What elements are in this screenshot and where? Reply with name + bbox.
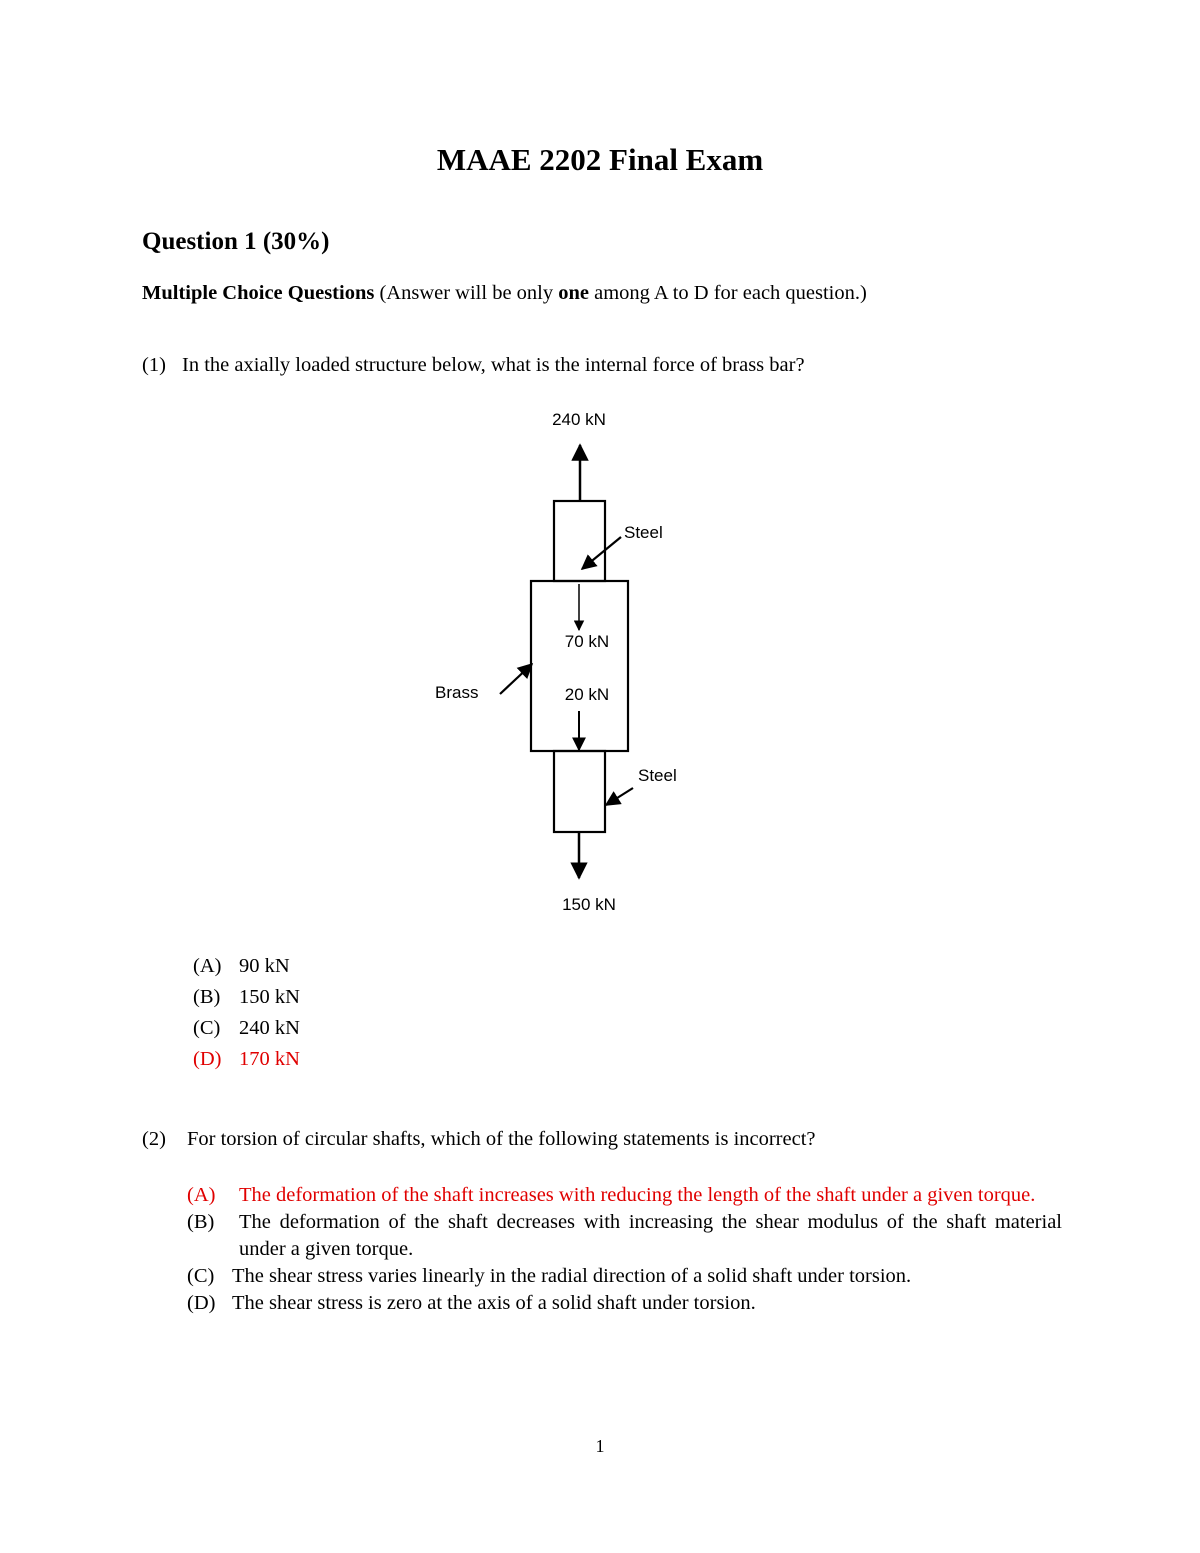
option-label: (B) <box>187 1211 215 1233</box>
q2-option-b <box>187 1209 1062 1263</box>
mcq-bold-label: Multiple Choice Questions <box>142 282 375 304</box>
question-1-heading: Question 1 (30%) <box>142 228 330 255</box>
q2-option-d <box>187 1290 1062 1317</box>
steel-bar-bottom <box>554 751 605 832</box>
page-number: 1 <box>595 1436 605 1456</box>
mcq-text-2: among A to D for each question.) <box>594 282 867 304</box>
q2-options <box>187 1182 1062 1317</box>
q1-option-d-answer <box>193 1048 300 1071</box>
question-text: For torsion of circular shafts, which of the following statements is incorrect? <box>187 1128 816 1150</box>
steel-bottom-label: Steel <box>638 766 677 785</box>
option-text: 170 kN <box>239 1048 300 1070</box>
load-top-label: 240 kN <box>552 410 606 429</box>
option-text: 90 kN <box>239 955 290 977</box>
mcq-text-1: (Answer will be only <box>379 282 554 304</box>
q1-option-c <box>193 1017 300 1040</box>
question-number: (2) <box>142 1128 166 1150</box>
question-number: (1) <box>142 354 166 376</box>
mcq-bold-one: one <box>558 282 589 304</box>
load-mid2-label: 20 kN <box>564 685 610 704</box>
steel-bottom-pointer <box>606 788 633 805</box>
option-text: 150 kN <box>239 986 300 1008</box>
q1-option-b <box>193 986 300 1009</box>
option-label: (A) <box>187 1184 216 1206</box>
option-text: The deformation of the shaft decreases with increasing the shear modulus of the shaft material under a given torque. <box>239 1211 1062 1260</box>
q1-option-a <box>193 955 290 978</box>
steel-top-pointer <box>582 537 621 569</box>
steel-top-label: Steel <box>624 523 663 542</box>
q2-option-c <box>187 1263 1062 1290</box>
option-text: The deformation of the shaft increases with reducing the length of the shaft under a given torque. <box>239 1184 1036 1206</box>
option-text: The shear stress varies linearly in the radial direction of a solid shaft under torsion. <box>232 1265 912 1287</box>
question-1-2-stem <box>142 1128 816 1151</box>
q2-option-a-answer <box>187 1182 1062 1209</box>
option-label: (C) <box>193 1017 221 1039</box>
question-text: In the axially loaded structure below, what is the internal force of brass bar? <box>182 354 805 376</box>
load-bottom-label: 150 kN <box>562 895 616 914</box>
load-mid1-label: 70 kN <box>564 632 610 651</box>
option-label: (D) <box>193 1048 222 1070</box>
option-label: (C) <box>187 1265 215 1287</box>
brass-pointer <box>500 664 532 694</box>
option-label: (D) <box>187 1292 216 1314</box>
option-text: The shear stress is zero at the axis of a solid shaft under torsion. <box>232 1292 756 1314</box>
exam-title: MAAE 2202 Final Exam <box>436 142 764 177</box>
brass-label: Brass <box>435 683 479 702</box>
option-label: (A) <box>193 955 222 977</box>
option-label: (B) <box>193 986 221 1008</box>
steel-bar-top <box>554 501 605 581</box>
option-text: 240 kN <box>239 1017 300 1039</box>
